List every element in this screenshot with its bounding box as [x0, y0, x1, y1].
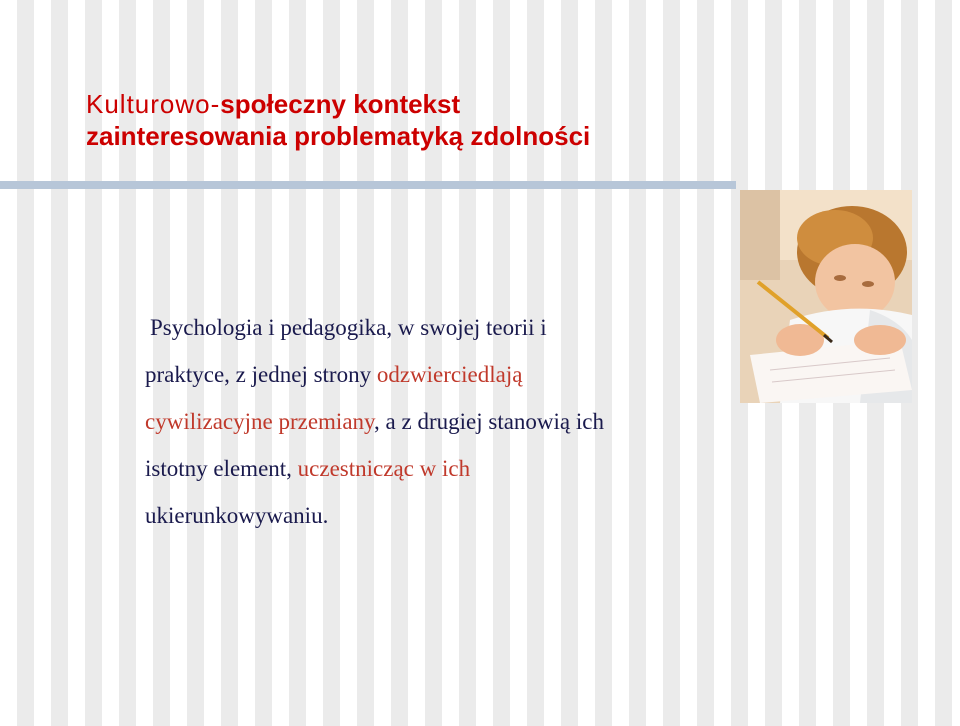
body-line-5: ukierunkowywaniu.	[145, 503, 329, 528]
title-divider	[0, 181, 736, 189]
body-line-3-text: , a z drugiej stanowią ich	[374, 409, 604, 434]
child-writing-illustration	[740, 190, 912, 403]
body-line-2	[145, 351, 745, 398]
title-rest: społeczny kontekst	[220, 89, 461, 119]
child-writing-photo	[740, 190, 912, 403]
body-line-1: Psychologia i pedagogika, w swojej teorii i	[150, 315, 547, 340]
title-line-2: zainteresowania problematyką zdolności	[86, 121, 591, 151]
body-line-4	[145, 445, 745, 492]
slide-title	[86, 88, 786, 152]
body-line-2-accent: odzwierciedlają	[376, 362, 523, 387]
body-line-3-accent: cywilizacyjne przemiany	[145, 409, 375, 434]
title-prefix: Kulturowo-	[86, 89, 221, 119]
slide-body	[145, 304, 745, 539]
body-line-3	[145, 398, 745, 445]
body-line-4-accent: uczestnicząc w ich	[297, 456, 471, 481]
body-line-4-text: istotny element,	[145, 456, 298, 481]
body-line-2-text: praktyce, z jednej strony	[145, 362, 377, 387]
